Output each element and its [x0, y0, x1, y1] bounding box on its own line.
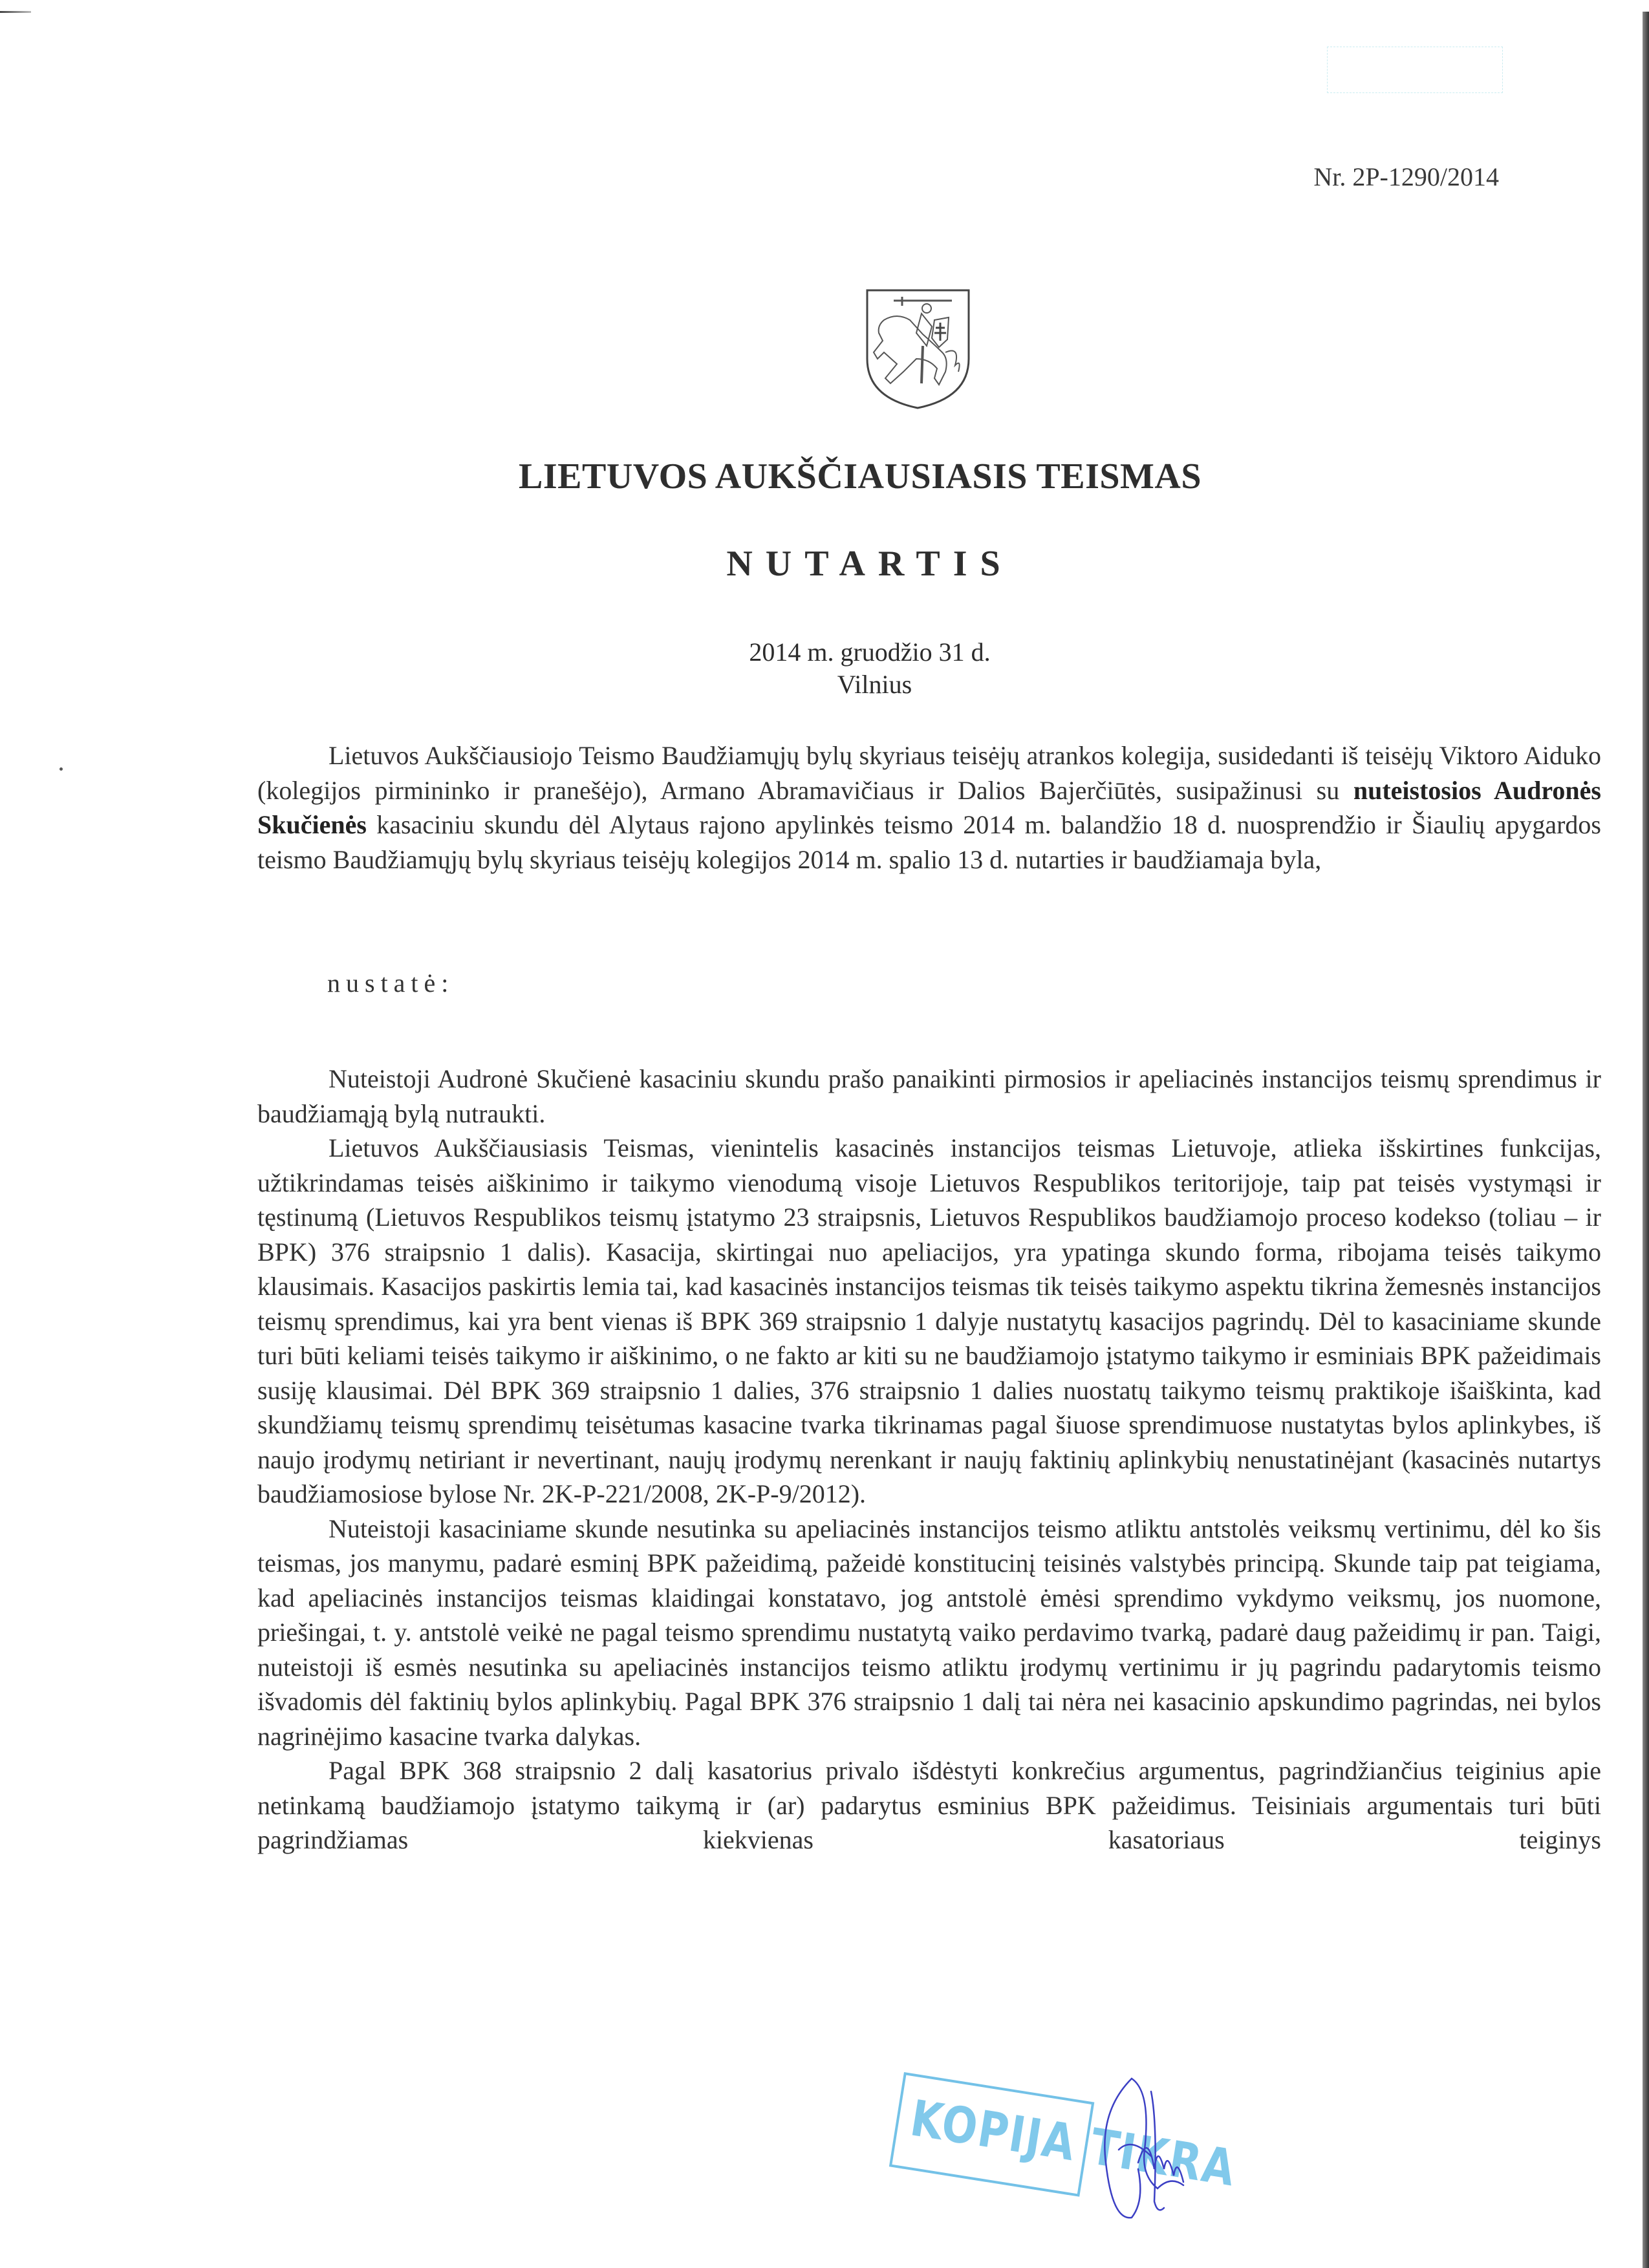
signature	[1061, 2072, 1229, 2227]
section-label-nustate: nustatė:	[327, 968, 455, 998]
convicted-person-name: nuteistosios Audronės Skučienės	[257, 775, 1601, 839]
faint-stamp-mark	[1327, 47, 1503, 93]
scan-edge-top	[0, 11, 31, 13]
paragraph: Pagal BPK 368 straipsnio 2 dalį kasatorius privalo išdėstyti konkrečius argumentus, pagrindžiančius teiginius apie netinkamą baudžiamojo įstatymo taikymą ir (ar) padarytus esminius BPK pažeidimus. Teisiniais argumentais turi būti pagrindžiamas kiekvienas kasatoriaus teiginys	[257, 1756, 1601, 1854]
scan-edge-right	[1643, 12, 1649, 2268]
scan-dot	[59, 767, 63, 771]
intro-text-part2: kasaciniu skundu dėl Alytaus rajono apylinkės teismo 2014 m. balandžio 18 d. nuosprendžio ir Šiaulių apygardos teismo Baudžiamųjų bylų skyriaus teisėjų kolegijos 2014 m. spalio 13 d. nutarties ir baudžiamaja byla,	[257, 810, 1601, 874]
intro-text-part1: Lietuvos Aukščiausiojo Teismo Baudžiamųjų bylų skyriaus teisėjų atrankos kolegija, susidedanti iš teisėjų Viktoro Aiduko (kolegijos pirmininko ir pranešėjo), Armano Abramavičiaus ir Dalios Bajerčiūtės, susipažinusi su	[257, 741, 1601, 805]
court-name: LIETUVOS AUKŠČIAUSIASIS TEISMAS	[519, 456, 1202, 497]
intro-paragraph	[257, 738, 1601, 877]
paragraph: Nuteistoji kasaciniame skunde nesutinka su apeliacinės instancijos teismo atliktu antstolės veiksmų vertinimu, dėl ko šis teismas, jos manymu, padarė esminį BPK pažeidimą, pažeidė konstitucinį teisinės valstybės principą. Skunde taip pat teigiama, kad apeliacinės instancijos teismas klaidingai konstatavo, jog antstolė ėmėsi sprendimo vykdymo veiksmų, jos nuomone, priešingai, t. y. antstolė veikė ne pagal teismo sprendimu nustatytą vaiko perdavimo tvarką, padarė daug pažeidimų ir pan. Taigi, nuteistoji iš esmės nesutinka su apeliacinės instancijos teismo atliktu įrodymų vertinimu ir jų pagrindu padarytomis teismo išvadomis dėl faktinių bylos aplinkybių. Pagal BPK 376 straipsnio 1 dalį tai nėra nei kasacinio apskundimo pagrindas, nei bylos nagrinėjimo kasacine tvarka dalykas.	[257, 1514, 1601, 1751]
paragraph: Lietuvos Aukščiausiasis Teismas, vienintelis kasacinės instancijos teismas Lietuvoje, atlieka išskirtines funkcijas, užtikrindamas teisės aiškinimo ir taikymo vienodumą visoje Lietuvos Respublikos teritorijoje, taip pat teisės vystymąsi ir tęstinumą (Lietuvos Respublikos teismų įstatymo 23 straipsnis, Lietuvos Respublikos baudžiamojo proceso kodekso (toliau – ir BPK) 376 straipsnio 1 dalis). Kasacija, skirtingai nuo apeliacijos, yra ypatinga skundo forma, ribojama teisės taikymo klausimais. Kasacijos paskirtis lemia tai, kad kasacinės instancijos teismas tik teisės taikymo aspektu tikrina žemesnės instancijos teismų sprendimus, kai yra bent vienas iš BPK 369 straipsnio 1 dalyje nustatytų kasacijos pagrindų. Dėl to kasaciniame skunde turi būti keliami teisės taikymo ir aiškinimo, o ne fakto ar kiti su ne baudžiamojo įstatymo taikymo ir esminiais BPK pažeidimais susiję klausimai. Dėl BPK 369 straipsnio 1 dalies, 376 straipsnio 1 dalies nuostatų taikymo teismų praktikoje išaiškinta, kad skundžiamų teismų sprendimų teisėtumas kasacine tvarka tikrinamas pagal šiuose sprendimuose nustatytas bylos aplinkybes, iš naujo įrodymų netiriant ir nevertinant, naujų įrodymų nerenkant ir naujų faktinių aplinkybių nenustatinėjant (kasacinės nutartys baudžiamosiose bylose Nr. 2K-P-221/2008, 2K-P-9/2012).	[257, 1133, 1601, 1508]
coat-of-arms-icon	[865, 288, 971, 411]
paragraph: Nuteistoji Audronė Skučienė kasaciniu skundu prašo panaikinti pirmosios ir apeliacinės instancijos teismų sprendimus ir baudžiamąją bylą nutraukti.	[257, 1064, 1601, 1128]
document-place: Vilnius	[837, 670, 912, 699]
document-type: NUTARTIS	[726, 544, 1013, 584]
main-body	[257, 1062, 1601, 1857]
stamp-text: KOPIJA TIKRA	[906, 2090, 1240, 2198]
document-number: Nr. 2P-1290/2014	[1313, 162, 1499, 191]
document-date: 2014 m. gruodžio 31 d.	[749, 637, 991, 667]
